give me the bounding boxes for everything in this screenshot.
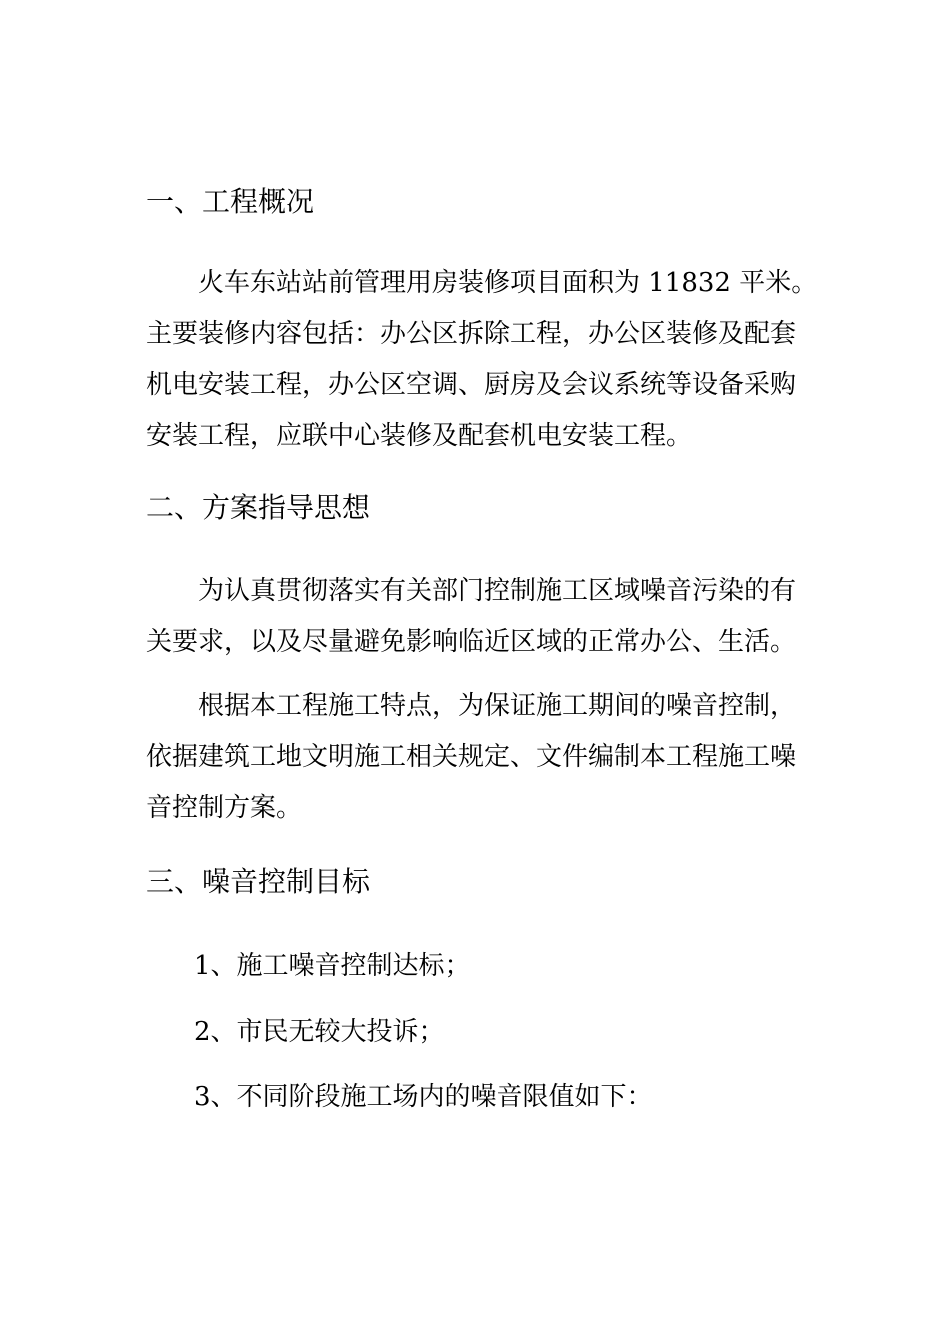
paragraph-line: 根据本工程施工特点，为保证施工期间的噪音控制， (198, 691, 797, 721)
paragraph-line: 为认真贯彻落实有关部门控制施工区域噪音污染的有 (198, 576, 797, 606)
section-heading-project-overview: 一、工程概况 (146, 185, 315, 218)
list-item: 1、施工噪音控制达标； (194, 951, 471, 981)
paragraph-line: 安装工程，应联中心装修及配套机电安装工程。 (146, 421, 693, 451)
paragraph-guiding-ideas-1 (146, 566, 797, 668)
section-heading-guiding-ideas: 二、方案指导思想 (146, 491, 371, 524)
paragraph-line: 火车东站站前管理用房装修项目面积为 11832 平米。 (198, 268, 818, 298)
section-heading-noise-targets: 三、噪音控制目标 (146, 865, 371, 898)
paragraph-guiding-ideas-2 (146, 681, 797, 834)
paragraph-line: 主要装修内容包括：办公区拆除工程，办公区装修及配套 (146, 319, 797, 349)
list-item: 2、市民无较大投诉； (194, 1017, 445, 1047)
paragraph-line: 依据建筑工地文明施工相关规定、文件编制本工程施工噪 (146, 742, 797, 772)
paragraph-line: 音控制方案。 (146, 793, 303, 823)
paragraph-line: 关要求，以及尽量避免影响临近区域的正常办公、生活。 (146, 627, 797, 657)
paragraph-project-overview (146, 258, 818, 462)
paragraph-line: 机电安装工程，办公区空调、厨房及会议系统等设备采购 (146, 370, 797, 400)
list-item: 3、不同阶段施工场内的噪音限值如下： (194, 1082, 653, 1112)
